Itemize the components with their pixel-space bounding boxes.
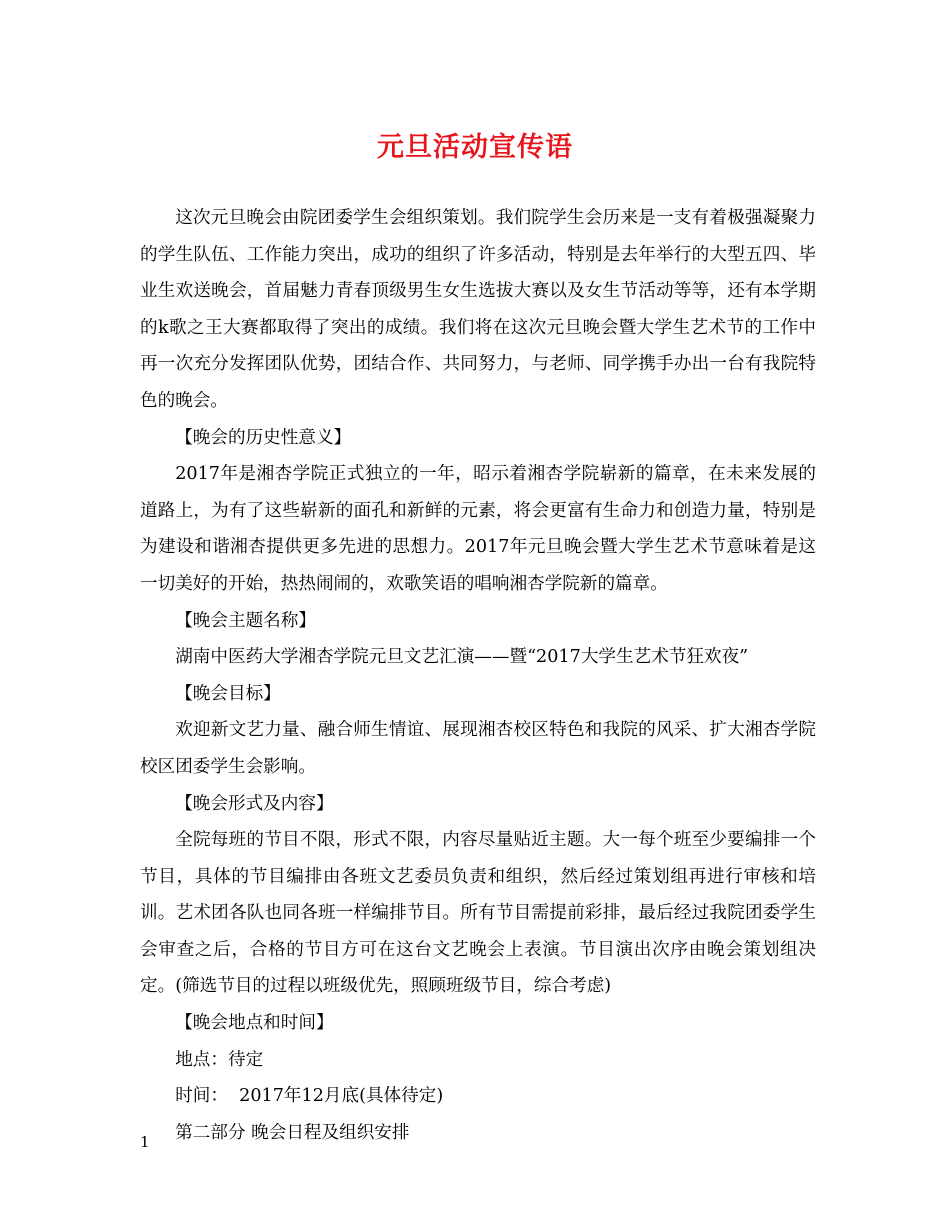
time-line: 时间： 2017年12月底(具体待定) xyxy=(175,1086,444,1107)
section-heading-format: 【晚会形式及内容】 xyxy=(175,793,334,814)
goal-paragraph: 欢迎新文艺力量、融合师生情谊、展现湘杏校区特色和我院的风采、扩大湘杏学院校区团委学生会影响。 xyxy=(140,720,816,777)
section-heading-goal: 【晚会目标】 xyxy=(175,683,281,704)
history-paragraph: 2017年是湘杏学院正式独立的一年，昭示着湘杏学院崭新的篇章，在未来发展的道路上，为有了这些崭新的面孔和新鲜的元素，将会更富有生命力和创造力量，特别是为建设和谐湘杏提供更多先进的思想力。2017年元旦晚会暨大学生艺术节意味着是这一切美好的开始，热热闹闹的，欢歌笑语的唱响湘杏学院新的篇章。 xyxy=(140,464,816,594)
document-title: 元旦活动宣传语 xyxy=(377,132,573,163)
format-paragraph: 全院每班的节目不限，形式不限，内容尽量贴近主题。大一每个班至少要编排一个节目，具体的节目编排由各班文艺委员负责和组织，然后经过策划组再进行审核和培训。艺术团各队也同各班一样编排节目。所有节目需提前彩排，最后经过我院团委学生会审查之后，合格的节目方可在这台文艺晚会上表演。节目演出次序由晚会策划组决定。(筛选节目的过程以班级优先，照顾班级节目，综合考虑) xyxy=(140,830,816,997)
venue-line: 地点：待定 xyxy=(175,1049,264,1070)
section-heading-venue-time: 【晚会地点和时间】 xyxy=(175,1013,334,1034)
part-two-heading: 第二部分 晚会日程及组织安排 xyxy=(175,1122,410,1143)
section-heading-theme: 【晚会主题名称】 xyxy=(175,610,316,631)
section-heading-history: 【晚会的历史性意义】 xyxy=(175,427,352,448)
theme-paragraph: 湖南中医药大学湘杏学院元旦文艺汇演——暨“2017大学生艺术节狂欢夜” xyxy=(175,647,749,668)
document-body xyxy=(140,200,816,1151)
page-number: 1 xyxy=(140,1133,150,1151)
intro-paragraph: 这次元旦晚会由院团委学生会组织策划。我们院学生会历来是一支有着极强凝聚力的学生队伍、工作能力突出，成功的组织了许多活动，特别是去年举行的大型五四、毕业生欢送晚会，首届魅力青春顶级男生女生选拔大赛以及女生节活动等等，还有本学期的k歌之王大赛都取得了突出的成绩。我们将在这次元旦晚会暨大学生艺术节的工作中再一次充分发挥团队优势，团结合作、共同努力，与老师、同学携手办出一台有我院特色的晚会。 xyxy=(140,208,816,411)
